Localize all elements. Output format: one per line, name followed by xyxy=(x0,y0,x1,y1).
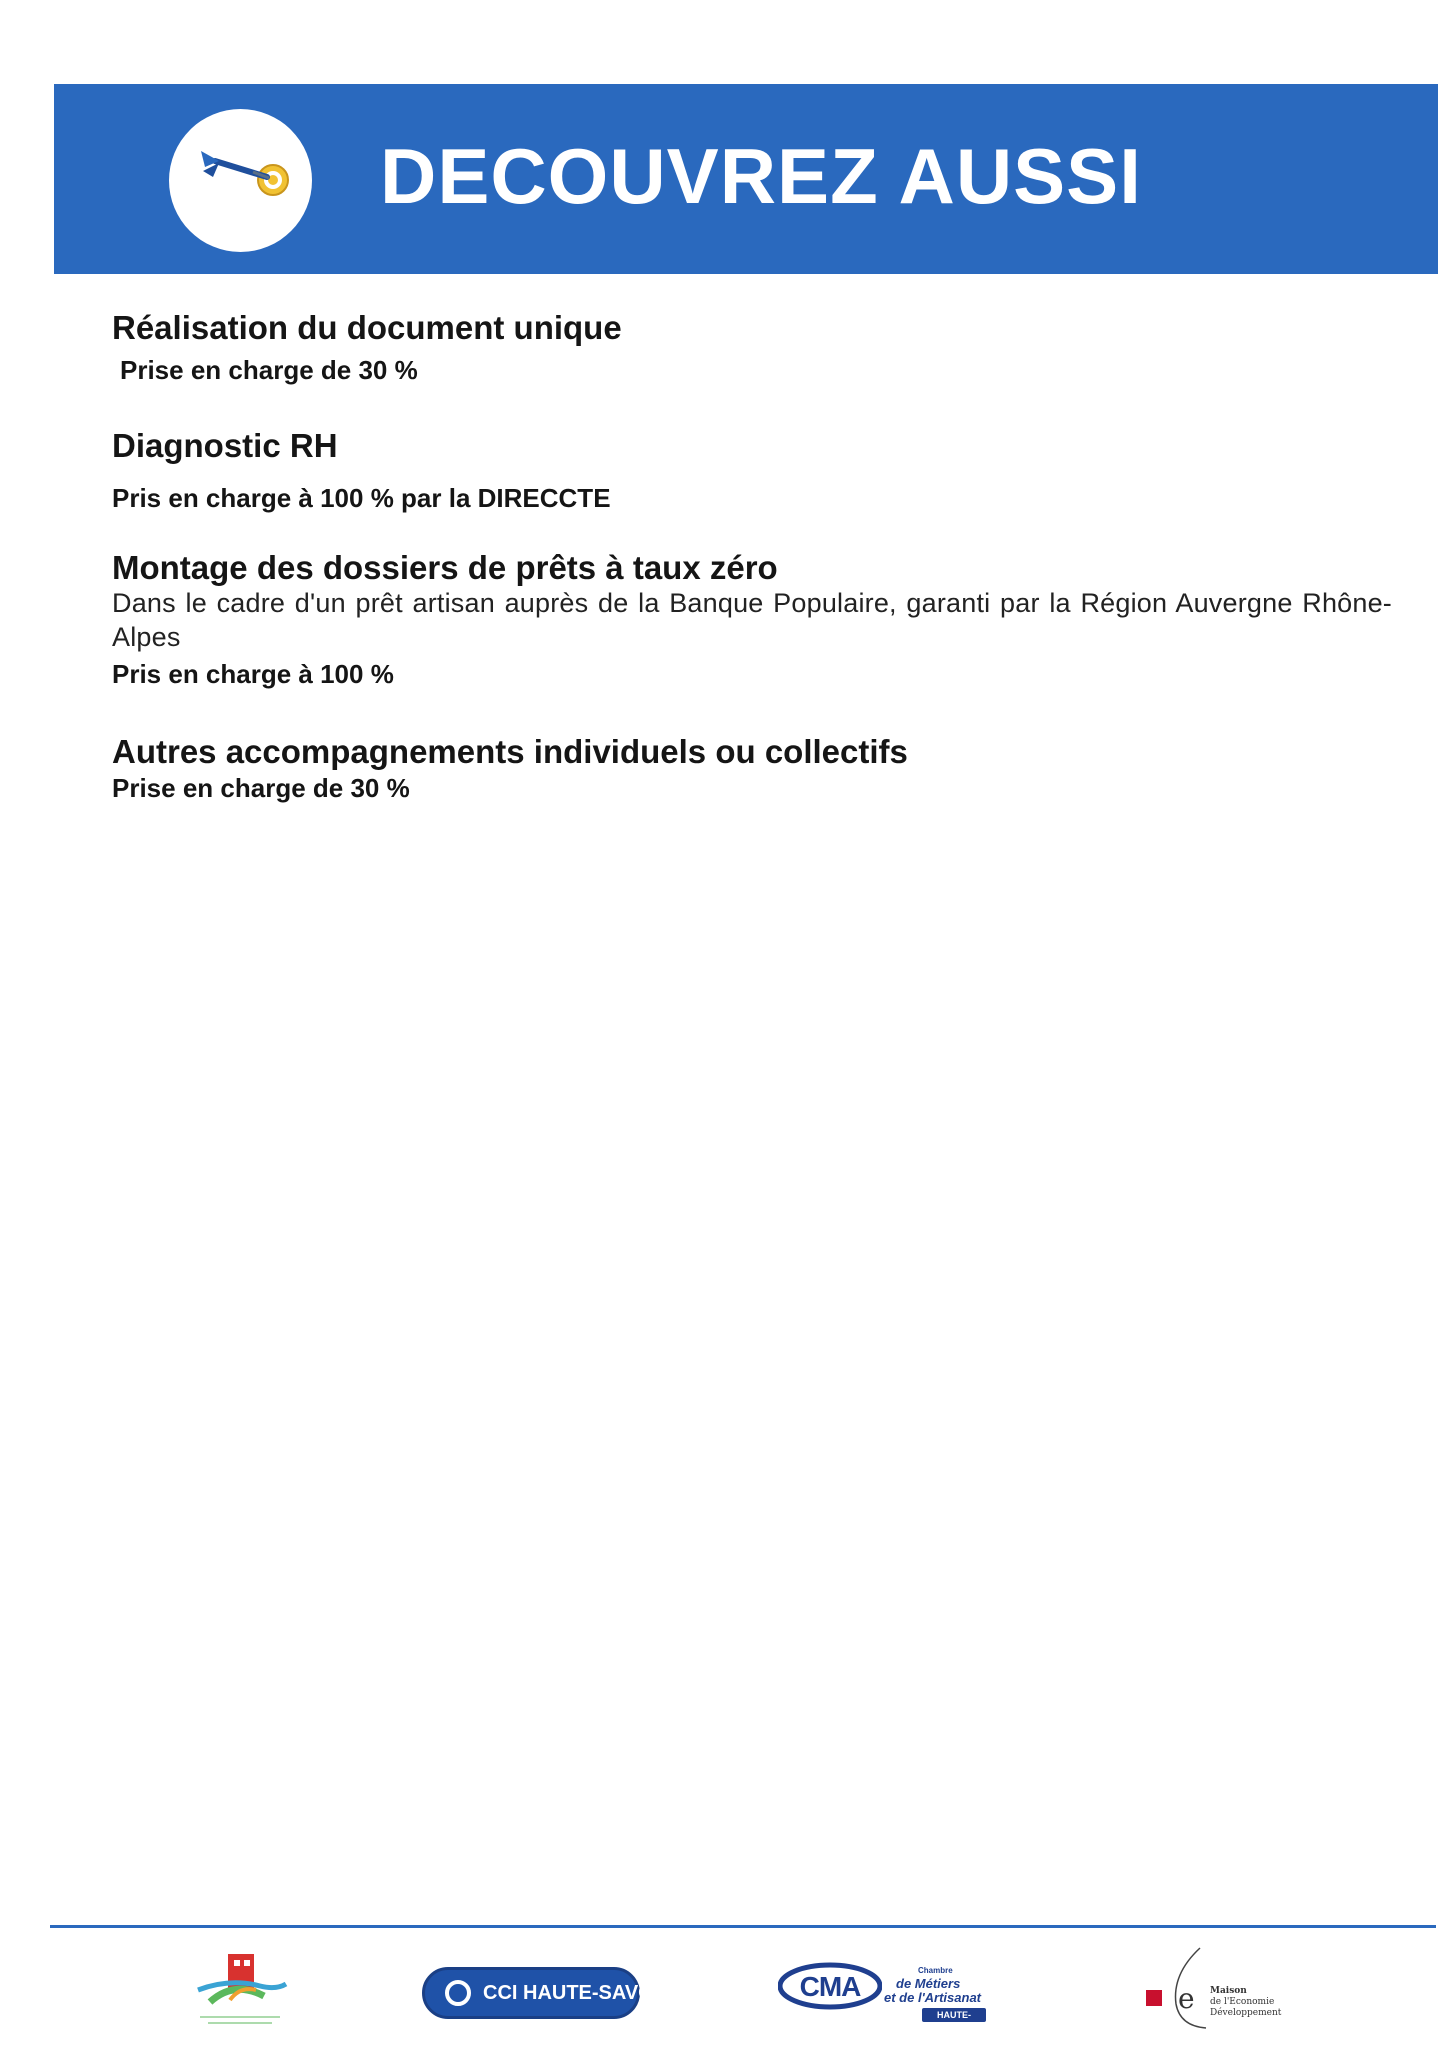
banner-icon-circle xyxy=(169,109,312,252)
section-heading: Diagnostic RH xyxy=(112,427,338,464)
maison-line2: de l'Economie xyxy=(1210,1997,1275,2007)
header-banner xyxy=(54,84,1438,274)
section-autres-accompagnements xyxy=(112,730,908,806)
cma-line2: de Métiers xyxy=(896,1976,961,1991)
cci-emblem-icon xyxy=(445,1980,471,2006)
cma-line3: et de l'Artisanat xyxy=(884,1990,982,2005)
svg-text:e: e xyxy=(1178,1982,1195,2015)
section-heading: Réalisation du document unique xyxy=(112,309,622,346)
section-heading: Montage des dossiers de prêts à taux zéro xyxy=(112,549,778,586)
maison-text xyxy=(1210,1986,1281,2019)
banner-title: DECOUVREZ AUSSI xyxy=(380,132,1142,220)
red-square-icon xyxy=(1146,1990,1162,2006)
section-diagnostic-rh xyxy=(112,424,611,516)
section-document-unique xyxy=(112,306,622,388)
section-funding: Prise en charge de 30 % xyxy=(120,355,418,385)
cma-letters: CMA xyxy=(799,1971,861,2002)
maison-line1: Maison xyxy=(1210,1986,1247,1996)
section-funding: Prise en charge de 30 % xyxy=(112,773,410,803)
section-body: Dans le cadre d'un prêt artisan auprès de la Banque Populaire, garanti par la Région Auvergne Rhône-Alpes xyxy=(112,588,1392,652)
cci-label: CCI HAUTE-SAVOIE xyxy=(483,1982,673,2004)
section-heading: Autres accompagnements individuels ou collectifs xyxy=(112,733,908,770)
section-funding: Pris en charge à 100 % par la DIRECCTE xyxy=(112,483,611,513)
cci-haute-savoie-logo xyxy=(422,1967,673,2019)
section-prets-taux-zero xyxy=(112,546,1392,692)
section-funding: Pris en charge à 100 % xyxy=(112,659,394,689)
maison-line3: Développement xyxy=(1210,2008,1282,2018)
cma-line1: Chambre xyxy=(918,1966,953,1975)
cma-badge: HAUTE-SAVOIE xyxy=(922,2008,986,2022)
cma-logo-mark xyxy=(778,1962,882,2010)
footer-divider xyxy=(50,1925,1436,1928)
dart-target-icon xyxy=(193,147,293,213)
communaute-de-communes-logo xyxy=(190,1950,290,2030)
e-swirl-icon xyxy=(1166,1944,1210,2030)
